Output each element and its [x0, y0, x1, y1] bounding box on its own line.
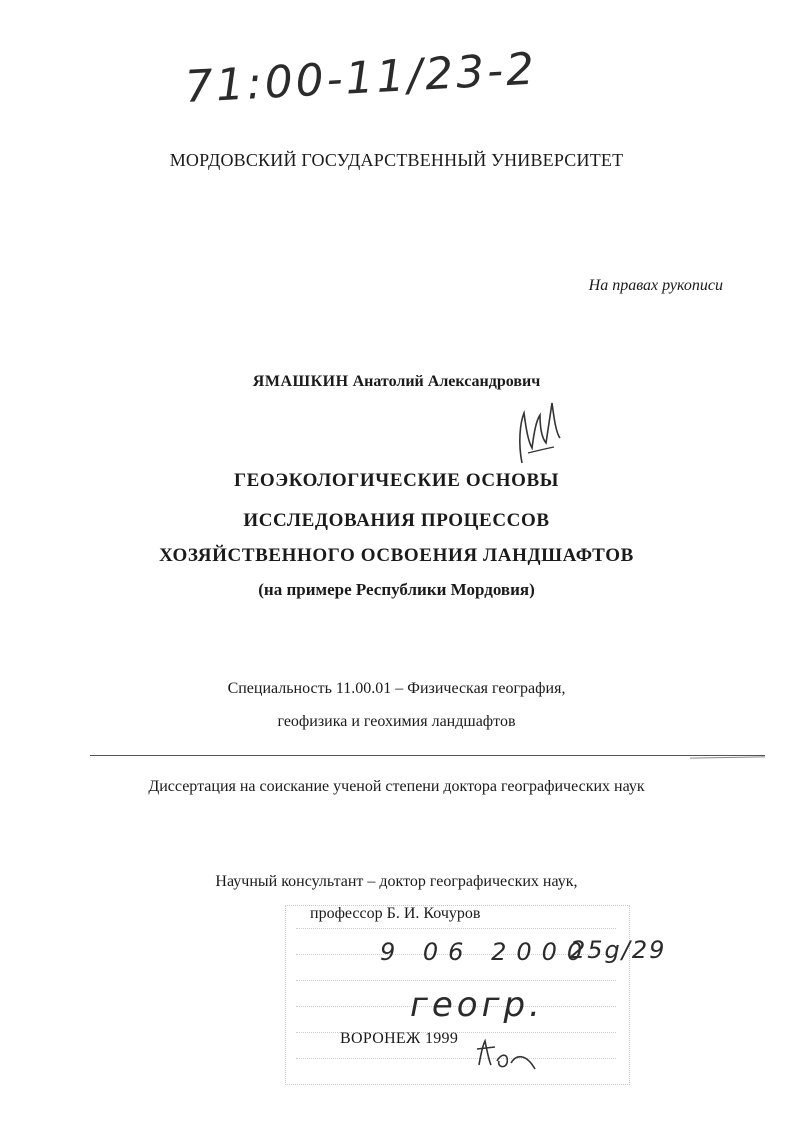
specialty-line-2: геофизика и геохимия ландшафтов	[277, 713, 516, 730]
archive-code-handwritten: 71:00-11/23-2	[183, 43, 539, 113]
stamp-line	[296, 1058, 616, 1059]
author-given-names: Анатолий Александрович	[352, 373, 541, 390]
manuscript-rights-note: На правах рукописи	[588, 277, 723, 294]
title-subtitle: (на примере Республики Мордовия)	[258, 580, 535, 599]
author-last-name: ЯМАШКИН	[252, 373, 349, 390]
stamp-note-handwritten: геогр.	[410, 985, 544, 1025]
stamp-line	[296, 980, 616, 981]
title-line-2: ИССЛЕДОВАНИЯ ПРОЦЕССОВ	[243, 510, 550, 531]
title-line-3: ХОЗЯЙСТВЕННОГО ОСВОЕНИЯ ЛАНДШАФТОВ	[159, 545, 634, 566]
stamp-number-handwritten: 25g/29	[570, 936, 667, 964]
title-line-1: ГЕОЭКОЛОГИЧЕСКИЕ ОСНОВЫ	[233, 470, 560, 491]
consultant-line-1: Научный консультант – доктор географических наук,	[215, 873, 578, 890]
city-year: ВОРОНЕЖ 1999	[340, 1030, 459, 1047]
consultant-line-2: профессор Б. И. Кочуров	[310, 905, 481, 922]
divider-tail	[690, 756, 765, 758]
stamp-line	[296, 928, 616, 929]
author-name	[0, 373, 793, 391]
stamp-date-handwritten: 9 06 2000	[380, 938, 593, 966]
university-name: МОРДОВСКИЙ ГОСУДАРСТВЕННЫЙ УНИВЕРСИТЕТ	[169, 150, 624, 170]
author-signature	[510, 393, 570, 468]
horizontal-divider	[90, 755, 765, 756]
dissertation-statement: Диссертация на соискание ученой степени доктора географических наук	[148, 778, 645, 795]
stamp-signature	[475, 1035, 545, 1075]
specialty-line-1: Специальность 11.00.01 – Физическая география,	[227, 680, 566, 697]
